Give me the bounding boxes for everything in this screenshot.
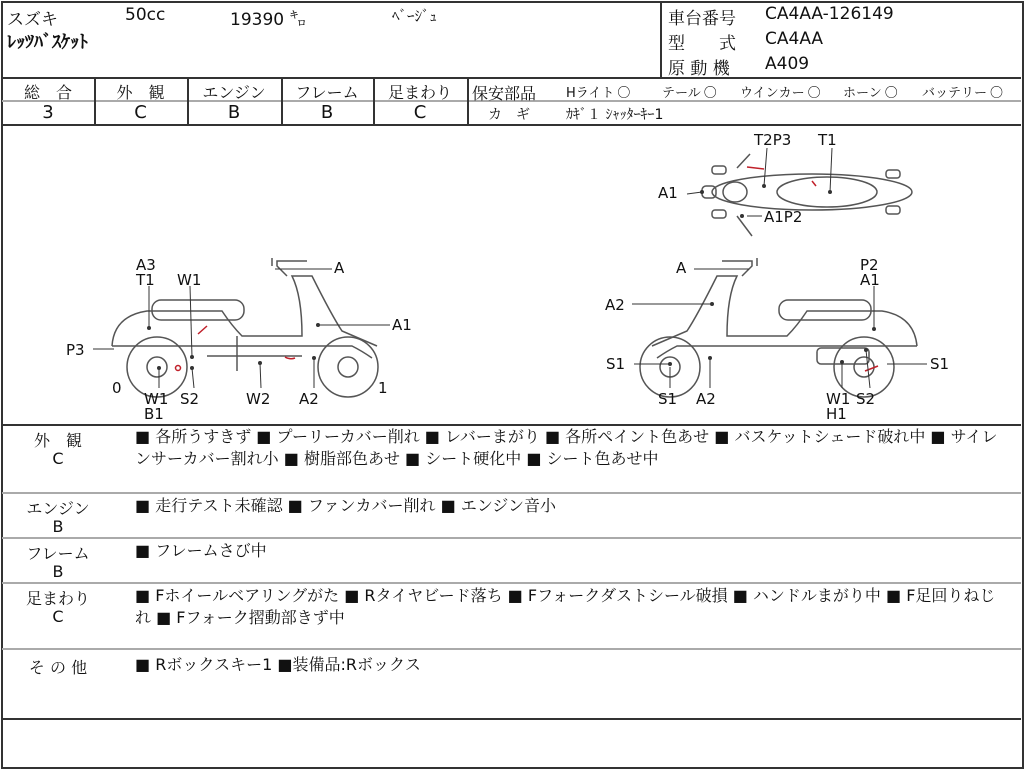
mileage: 19390 ㌔ xyxy=(230,10,307,30)
grade-engine-label: エンジン xyxy=(202,83,266,102)
type-value: CA4AA xyxy=(765,29,824,49)
ok-circle-icon: 〇 xyxy=(617,86,631,101)
ok-circle-icon: 〇 xyxy=(807,86,821,101)
type-label: 型 式 xyxy=(668,34,736,54)
diag-label: W1 xyxy=(144,390,169,408)
safety-item-name: Hライト xyxy=(566,86,615,101)
divider xyxy=(2,718,1021,720)
grade-frame-label: フレーム xyxy=(295,83,359,102)
diag-label: S2 xyxy=(180,390,200,408)
diag-label: 1 xyxy=(378,379,388,397)
diag-label: B1 xyxy=(144,405,164,423)
section-suspension-text: ■ Fホイールベアリングがた ■ Rタイヤビード落ち ■ Fフォークダストシール破損 ■ ハンドルまがり中 ■ F足回りねじれ ■ Fフォーク摺動部きず中 xyxy=(135,586,996,627)
diag-label: A3 xyxy=(136,256,156,274)
safety-tail xyxy=(662,82,717,101)
key-label: カ ギ xyxy=(488,107,530,123)
section-exterior-label: 外 観 xyxy=(33,431,82,450)
diag-label: P2 xyxy=(860,256,879,274)
diag-label: A xyxy=(334,259,345,277)
diag-label: A1 xyxy=(658,184,678,202)
damage-diagram xyxy=(2,126,1021,424)
safety-item-name: テール xyxy=(662,86,701,101)
diag-label: S1 xyxy=(930,355,950,373)
section-exterior-text: ■ 各所うすきず ■ プーリーカバー削れ ■ レバーまがり ■ 各所ペイント色あせ ■ バスケットシェード破れ中 ■ サイレンサーカバー割れ小 ■ 樹脂部色あせ ■ シート硬化中 ■ シート色あせ中 xyxy=(135,427,998,468)
safety-item-name: バッテリー xyxy=(922,86,988,101)
diag-label: W1 xyxy=(177,271,202,289)
safety-label: 保安部品 xyxy=(472,84,537,103)
grade-exterior-value: C xyxy=(134,102,147,123)
section-engine-grade: B xyxy=(52,517,64,536)
grade-exterior-label: 外 観 xyxy=(116,83,165,102)
safety-item-name: ウインカー xyxy=(740,86,805,101)
section-suspension-label: 足まわり xyxy=(25,589,90,608)
divider xyxy=(2,537,1021,539)
diag-label: A2 xyxy=(605,296,625,314)
model-name: ﾚｯﾂﾊﾞｽｹｯﾄ xyxy=(7,32,88,53)
diag-label: S2 xyxy=(856,390,876,408)
grade-total-label: 総 合 xyxy=(23,83,72,102)
diag-label: A2 xyxy=(299,390,319,408)
diag-label: A xyxy=(676,259,687,277)
ok-circle-icon: 〇 xyxy=(990,86,1004,101)
safety-winker xyxy=(740,82,821,101)
chassis-label: 車台番号 xyxy=(668,9,736,29)
diag-label: 0 xyxy=(112,379,122,397)
ok-circle-icon: 〇 xyxy=(884,86,898,101)
section-suspension-grade: C xyxy=(52,607,64,626)
grade-suspension-value: C xyxy=(413,102,427,123)
scooter-top-view xyxy=(702,154,912,236)
divider xyxy=(2,648,1021,650)
grade-suspension-label: 足まわり xyxy=(387,83,452,102)
section-exterior-grade: C xyxy=(52,449,64,468)
header-divider xyxy=(660,2,662,78)
maker: スズキ xyxy=(7,10,58,30)
engine-label: 原 動 機 xyxy=(668,59,730,79)
diag-label: A1P2 xyxy=(764,208,803,226)
key-value: ｶｷﾞ１ ｼｬｯﾀｰｷｰ1 xyxy=(566,107,664,123)
diag-label: P3 xyxy=(66,341,85,359)
diag-label: T1 xyxy=(818,131,837,149)
section-engine-text: ■ 走行テスト未確認 ■ ファンカバー削れ ■ エンジン音小 xyxy=(135,496,557,515)
diag-label: T2P3 xyxy=(754,131,792,149)
safety-horn xyxy=(843,82,898,101)
safety-battery xyxy=(922,82,1003,101)
diag-label: A1 xyxy=(392,316,412,334)
diag-label: A2 xyxy=(696,390,716,408)
grade-engine-value: B xyxy=(227,102,241,123)
section-other-label: そ の 他 xyxy=(28,658,88,677)
grade-frame-value: B xyxy=(320,102,334,123)
displacement: 50cc xyxy=(125,5,166,25)
section-frame-grade: B xyxy=(52,562,64,581)
section-frame-text: ■ フレームさび中 xyxy=(135,541,267,560)
body-color: ﾍﾞｰｼﾞｭ xyxy=(392,7,438,25)
diag-label: T1 xyxy=(136,271,155,289)
diag-label: S1 xyxy=(606,355,626,373)
diag-label: H1 xyxy=(826,405,847,423)
safety-hlight xyxy=(566,82,630,101)
section-other-text: ■ Rボックスキー1 ■装備品:Rボックス xyxy=(135,655,421,674)
ok-circle-icon: 〇 xyxy=(703,86,717,101)
chassis-value: CA4AA-126149 xyxy=(765,4,894,24)
grade-total-value: 3 xyxy=(42,102,54,123)
diag-label: S1 xyxy=(658,390,678,408)
diag-label: A1 xyxy=(860,271,880,289)
safety-item-name: ホーン xyxy=(843,86,882,101)
section-engine-label: エンジン xyxy=(26,499,90,518)
divider xyxy=(2,492,1021,494)
engine-value: A409 xyxy=(765,54,810,74)
divider xyxy=(2,77,1021,79)
divider xyxy=(467,78,469,124)
section-frame-label: フレーム xyxy=(26,544,90,563)
divider xyxy=(2,582,1021,584)
diag-label: W2 xyxy=(246,390,271,408)
diag-label: W1 xyxy=(826,390,851,408)
